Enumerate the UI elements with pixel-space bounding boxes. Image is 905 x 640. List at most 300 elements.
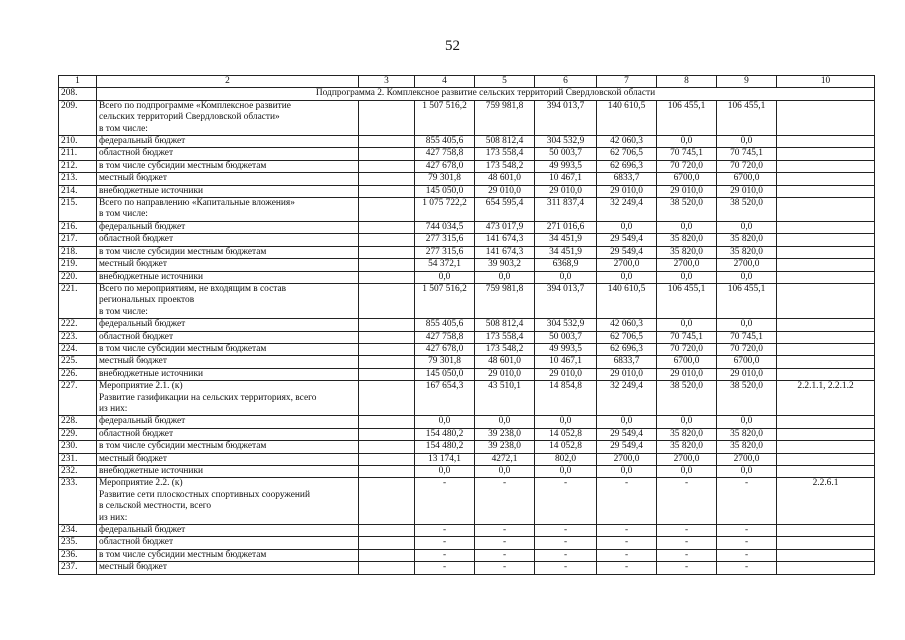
value-cell-c9: 35 820,0 (717, 246, 777, 258)
row-number: 225. (59, 356, 97, 368)
value-cell-c5: 39 238,0 (475, 428, 535, 440)
row-description (97, 368, 359, 380)
value-cell-c3 (359, 453, 415, 465)
value-cell-c8: 29 010,0 (657, 368, 717, 380)
table-row (59, 283, 875, 318)
value-cell-c9: 70 720,0 (717, 160, 777, 172)
row-number: 226. (59, 368, 97, 380)
row-number: 227. (59, 381, 97, 416)
row-description (97, 478, 359, 525)
table-row (59, 416, 875, 428)
row-number: 214. (59, 185, 97, 197)
value-cell-c8: 38 520,0 (657, 381, 717, 416)
value-cell-c3 (359, 319, 415, 331)
value-cell-c7: - (597, 562, 657, 574)
row-number: 228. (59, 416, 97, 428)
value-cell-c5: 39 903,2 (475, 259, 535, 271)
table-row (59, 173, 875, 185)
table-row (59, 100, 875, 135)
table-row (59, 246, 875, 258)
value-cell-c9: - (717, 478, 777, 525)
value-cell-c9: - (717, 537, 777, 549)
value-cell-c6: 304 532,9 (535, 136, 597, 148)
value-cell-c9: 38 520,0 (717, 198, 777, 222)
value-cell-c5: 0,0 (475, 271, 535, 283)
description-line: Развитие сети плоскостных спортивных сооружений (99, 489, 310, 500)
table-row (59, 271, 875, 283)
value-cell-c4: 79 301,8 (415, 173, 475, 185)
description-line: областной бюджет (99, 148, 174, 159)
value-cell-c3 (359, 234, 415, 246)
value-cell-c5: 473 017,9 (475, 221, 535, 233)
value-cell-c10 (777, 234, 875, 246)
description-line: областной бюджет (99, 537, 174, 548)
table-row (59, 259, 875, 271)
row-number: 231. (59, 453, 97, 465)
row-number: 237. (59, 562, 97, 574)
value-cell-c7: 6833,7 (597, 356, 657, 368)
table-row (59, 562, 875, 574)
table-row (59, 136, 875, 148)
row-description (97, 271, 359, 283)
value-cell-c8: 35 820,0 (657, 428, 717, 440)
value-cell-c9: - (717, 525, 777, 537)
value-cell-c9: 35 820,0 (717, 234, 777, 246)
value-cell-c8: 0,0 (657, 221, 717, 233)
value-cell-c10 (777, 441, 875, 453)
value-cell-c10 (777, 428, 875, 440)
value-cell-c7: - (597, 525, 657, 537)
table-row (59, 525, 875, 537)
value-cell-c5: 141 674,3 (475, 246, 535, 258)
value-cell-c4: 855 405,6 (415, 136, 475, 148)
row-description (97, 453, 359, 465)
value-cell-c3 (359, 343, 415, 355)
value-cell-c5: 39 238,0 (475, 441, 535, 453)
table-row (59, 148, 875, 160)
value-cell-c7: 42 060,3 (597, 136, 657, 148)
row-number: 219. (59, 259, 97, 271)
value-cell-c4: 167 654,3 (415, 381, 475, 416)
value-cell-c9: 0,0 (717, 271, 777, 283)
table-row (59, 221, 875, 233)
value-cell-c6: 6368,9 (535, 259, 597, 271)
value-cell-c5: - (475, 478, 535, 525)
value-cell-c4: 0,0 (415, 466, 475, 478)
value-cell-c7: - (597, 549, 657, 561)
description-line: федеральный бюджет (99, 319, 186, 330)
value-cell-c4: - (415, 562, 475, 574)
row-number: 216. (59, 221, 97, 233)
value-cell-c4: - (415, 525, 475, 537)
value-cell-c8: 2700,0 (657, 453, 717, 465)
row-description (97, 259, 359, 271)
row-number: 220. (59, 271, 97, 283)
value-cell-c4: 855 405,6 (415, 319, 475, 331)
table-row (59, 331, 875, 343)
value-cell-c7: 0,0 (597, 221, 657, 233)
value-cell-c3 (359, 562, 415, 574)
row-description (97, 234, 359, 246)
value-cell-c8: - (657, 478, 717, 525)
value-cell-c9: 106 455,1 (717, 100, 777, 135)
description-line: федеральный бюджет (99, 416, 186, 427)
value-cell-c10 (777, 246, 875, 258)
value-cell-c4: - (415, 537, 475, 549)
description-line: в том числе субсидии местным бюджетам (99, 160, 267, 171)
value-cell-c10 (777, 271, 875, 283)
row-description (97, 148, 359, 160)
description-line: региональных проектов (99, 295, 195, 306)
table-row (59, 537, 875, 549)
value-cell-c9: 0,0 (717, 221, 777, 233)
header-cell: 10 (777, 76, 875, 88)
header-cell: 6 (535, 76, 597, 88)
description-line: федеральный бюджет (99, 221, 186, 232)
row-description (97, 381, 359, 416)
value-cell-c6: - (535, 537, 597, 549)
value-cell-c10 (777, 259, 875, 271)
description-line: в том числе: (99, 306, 148, 317)
value-cell-c9: 0,0 (717, 319, 777, 331)
description-line: областной бюджет (99, 331, 174, 342)
value-cell-c3 (359, 478, 415, 525)
value-cell-c5: 48 601,0 (475, 173, 535, 185)
value-cell-c7: 2700,0 (597, 259, 657, 271)
value-cell-c6: 10 467,1 (535, 356, 597, 368)
value-cell-c9: 38 520,0 (717, 381, 777, 416)
value-cell-c6: 0,0 (535, 271, 597, 283)
value-cell-c8: 6700,0 (657, 356, 717, 368)
value-cell-c8: 70 720,0 (657, 160, 717, 172)
row-description (97, 100, 359, 135)
description-line: из них: (99, 403, 128, 414)
row-description (97, 173, 359, 185)
description-line: местный бюджет (99, 356, 167, 367)
value-cell-c10 (777, 148, 875, 160)
budget-table (58, 75, 875, 575)
value-cell-c8: 106 455,1 (657, 283, 717, 318)
value-cell-c5: 43 510,1 (475, 381, 535, 416)
row-number: 224. (59, 343, 97, 355)
value-cell-c3 (359, 100, 415, 135)
value-cell-c7: 29 549,4 (597, 234, 657, 246)
header-cell: 1 (59, 76, 97, 88)
row-description (97, 466, 359, 478)
page-number: 52 (445, 38, 460, 54)
value-cell-c8: 70 720,0 (657, 343, 717, 355)
table-row (59, 453, 875, 465)
row-description (97, 343, 359, 355)
value-cell-c10 (777, 416, 875, 428)
description-line: областной бюджет (99, 428, 174, 439)
value-cell-c10 (777, 136, 875, 148)
value-cell-c9: - (717, 549, 777, 561)
row-number: 210. (59, 136, 97, 148)
value-cell-c5: - (475, 525, 535, 537)
row-number: 230. (59, 441, 97, 453)
value-cell-c7: 0,0 (597, 416, 657, 428)
header-row (59, 76, 875, 88)
value-cell-c8: - (657, 549, 717, 561)
value-cell-c4: 13 174,1 (415, 453, 475, 465)
value-cell-c10 (777, 525, 875, 537)
value-cell-c7: 32 249,4 (597, 381, 657, 416)
table-row (59, 319, 875, 331)
table-row (59, 198, 875, 222)
value-cell-c8: 35 820,0 (657, 441, 717, 453)
row-description (97, 416, 359, 428)
value-cell-c10 (777, 221, 875, 233)
value-cell-c9: 0,0 (717, 136, 777, 148)
value-cell-c8: 0,0 (657, 271, 717, 283)
description-line: в том числе субсидии местным бюджетам (99, 246, 267, 257)
value-cell-c8: 0,0 (657, 466, 717, 478)
value-cell-c7: 2700,0 (597, 453, 657, 465)
value-cell-c7: 32 249,4 (597, 198, 657, 222)
value-cell-c6: 304 532,9 (535, 319, 597, 331)
value-cell-c6: - (535, 478, 597, 525)
value-cell-c6: 394 013,7 (535, 283, 597, 318)
value-cell-c3 (359, 271, 415, 283)
value-cell-c5: 173 558,4 (475, 331, 535, 343)
value-cell-c3 (359, 368, 415, 380)
row-number: 218. (59, 246, 97, 258)
description-line: из них: (99, 512, 128, 523)
value-cell-c7: - (597, 478, 657, 525)
row-number: 215. (59, 198, 97, 222)
value-cell-c4: - (415, 478, 475, 525)
row-description (97, 198, 359, 222)
value-cell-c4: 54 372,1 (415, 259, 475, 271)
subprogram-row (59, 88, 875, 100)
value-cell-c6: 29 010,0 (535, 368, 597, 380)
value-cell-c10 (777, 319, 875, 331)
value-cell-c4: 0,0 (415, 416, 475, 428)
value-cell-c7: 6833,7 (597, 173, 657, 185)
value-cell-c6: 49 993,5 (535, 343, 597, 355)
value-cell-c9: 2700,0 (717, 259, 777, 271)
value-cell-c3 (359, 525, 415, 537)
value-cell-c5: 759 981,8 (475, 100, 535, 135)
row-description (97, 283, 359, 318)
value-cell-c8: 29 010,0 (657, 185, 717, 197)
value-cell-c4: - (415, 549, 475, 561)
value-cell-c3 (359, 356, 415, 368)
value-cell-c5: 759 981,8 (475, 283, 535, 318)
value-cell-c10 (777, 198, 875, 222)
value-cell-c8: 0,0 (657, 319, 717, 331)
value-cell-c6: 271 016,6 (535, 221, 597, 233)
value-cell-c3 (359, 441, 415, 453)
row-description (97, 246, 359, 258)
description-line: в том числе: (99, 123, 148, 134)
table-row (59, 428, 875, 440)
value-cell-c6: - (535, 549, 597, 561)
value-cell-c7: 29 010,0 (597, 368, 657, 380)
value-cell-c4: 145 050,0 (415, 185, 475, 197)
value-cell-c4: 1 507 516,2 (415, 283, 475, 318)
value-cell-c6: - (535, 562, 597, 574)
value-cell-c9: 106 455,1 (717, 283, 777, 318)
value-cell-c8: 70 745,1 (657, 148, 717, 160)
row-description (97, 160, 359, 172)
value-cell-c10 (777, 160, 875, 172)
row-number: 212. (59, 160, 97, 172)
value-cell-c5: 508 812,4 (475, 319, 535, 331)
value-cell-c9: 0,0 (717, 416, 777, 428)
value-cell-c5: 654 595,4 (475, 198, 535, 222)
value-cell-c3 (359, 160, 415, 172)
value-cell-c8: - (657, 562, 717, 574)
value-cell-c6: 802,0 (535, 453, 597, 465)
row-number: 229. (59, 428, 97, 440)
description-line: федеральный бюджет (99, 136, 186, 147)
value-cell-c3 (359, 549, 415, 561)
value-cell-c4: 1 075 722,2 (415, 198, 475, 222)
row-description (97, 428, 359, 440)
value-cell-c7: 62 706,5 (597, 331, 657, 343)
row-description (97, 562, 359, 574)
value-cell-c4: 154 480,2 (415, 428, 475, 440)
description-line: Мероприятие 2.1. (к) (99, 381, 183, 392)
description-line: Всего по направлению «Капитальные вложения» (99, 198, 295, 209)
value-cell-c9: 35 820,0 (717, 441, 777, 453)
description-line: в том числе субсидии местным бюджетам (99, 441, 267, 452)
value-cell-c7: 62 696,3 (597, 160, 657, 172)
value-cell-c8: 70 745,1 (657, 331, 717, 343)
description-line: Всего по мероприятиям, не входящим в состав (99, 283, 287, 294)
value-cell-c5: - (475, 537, 535, 549)
value-cell-c7: 29 549,4 (597, 246, 657, 258)
row-description (97, 537, 359, 549)
value-cell-c6: 394 013,7 (535, 100, 597, 135)
value-cell-c9: - (717, 562, 777, 574)
description-line: внебюджетные источники (99, 185, 204, 196)
table-row (59, 185, 875, 197)
description-line: внебюджетные источники (99, 466, 204, 476)
description-line: местный бюджет (99, 173, 167, 184)
row-number: 208. (59, 88, 97, 100)
description-line: в сельской местности, всего (99, 501, 212, 512)
value-cell-c7: 0,0 (597, 466, 657, 478)
table-row (59, 466, 875, 478)
value-cell-c10 (777, 173, 875, 185)
value-cell-c8: 6700,0 (657, 173, 717, 185)
value-cell-c9: 70 745,1 (717, 148, 777, 160)
value-cell-c10 (777, 466, 875, 478)
row-number: 213. (59, 173, 97, 185)
description-line: в том числе субсидии местным бюджетам (99, 343, 267, 354)
value-cell-c5: 173 548,2 (475, 160, 535, 172)
value-cell-c8: 0,0 (657, 136, 717, 148)
description-line: внебюджетные источники (99, 368, 204, 379)
value-cell-c6: 14 854,8 (535, 381, 597, 416)
description-line: федеральный бюджет (99, 525, 186, 536)
value-cell-c9: 6700,0 (717, 173, 777, 185)
description-line: местный бюджет (99, 562, 167, 573)
value-cell-c9: 2700,0 (717, 453, 777, 465)
row-number: 236. (59, 549, 97, 561)
value-cell-c7: 42 060,3 (597, 319, 657, 331)
row-description (97, 221, 359, 233)
row-description (97, 331, 359, 343)
value-cell-c3 (359, 331, 415, 343)
description-line: в том числе: (99, 209, 148, 220)
value-cell-c10 (777, 185, 875, 197)
value-cell-c5: 141 674,3 (475, 234, 535, 246)
table-row (59, 234, 875, 246)
subprogram-title: Подпрограмма 2. Комплексное развитие сельских территорий Свердловской области (97, 88, 875, 100)
description-line: внебюджетные источники (99, 271, 204, 282)
row-description (97, 549, 359, 561)
value-cell-c4: 427 678,0 (415, 160, 475, 172)
row-description (97, 356, 359, 368)
value-cell-c9: 70 720,0 (717, 343, 777, 355)
value-cell-c6: 0,0 (535, 416, 597, 428)
description-line: в том числе субсидии местным бюджетам (99, 549, 267, 560)
value-cell-c7: 29 549,4 (597, 428, 657, 440)
value-cell-c4: 277 315,6 (415, 234, 475, 246)
header-cell: 5 (475, 76, 535, 88)
value-cell-c10 (777, 453, 875, 465)
value-cell-c5: 0,0 (475, 466, 535, 478)
value-cell-c3 (359, 259, 415, 271)
value-cell-c10 (777, 537, 875, 549)
value-cell-c5: 0,0 (475, 416, 535, 428)
value-cell-c6: 49 993,5 (535, 160, 597, 172)
value-cell-c10: 2.2.1.1, 2.2.1.2 (777, 381, 875, 416)
row-number: 235. (59, 537, 97, 549)
table-row (59, 441, 875, 453)
value-cell-c9: 35 820,0 (717, 428, 777, 440)
value-cell-c5: 29 010,0 (475, 185, 535, 197)
value-cell-c5: - (475, 562, 535, 574)
value-cell-c10 (777, 356, 875, 368)
value-cell-c3 (359, 466, 415, 478)
value-cell-c10 (777, 283, 875, 318)
table-row (59, 160, 875, 172)
description-line: сельских территорий Свердловской области» (99, 112, 280, 123)
header-cell: 2 (97, 76, 359, 88)
row-number: 233. (59, 478, 97, 525)
value-cell-c4: 0,0 (415, 271, 475, 283)
value-cell-c3 (359, 428, 415, 440)
value-cell-c6: 50 003,7 (535, 148, 597, 160)
value-cell-c4: 145 050,0 (415, 368, 475, 380)
value-cell-c5: 29 010,0 (475, 368, 535, 380)
value-cell-c3 (359, 221, 415, 233)
value-cell-c8: 35 820,0 (657, 234, 717, 246)
value-cell-c5: 48 601,0 (475, 356, 535, 368)
value-cell-c8: 0,0 (657, 416, 717, 428)
row-number: 223. (59, 331, 97, 343)
value-cell-c6: 311 837,4 (535, 198, 597, 222)
value-cell-c4: 744 034,5 (415, 221, 475, 233)
row-description (97, 319, 359, 331)
value-cell-c5: 173 558,4 (475, 148, 535, 160)
value-cell-c4: 427 758,8 (415, 331, 475, 343)
row-number: 222. (59, 319, 97, 331)
value-cell-c3 (359, 246, 415, 258)
value-cell-c3 (359, 198, 415, 222)
row-description (97, 525, 359, 537)
value-cell-c10 (777, 343, 875, 355)
value-cell-c10 (777, 100, 875, 135)
value-cell-c4: 427 758,8 (415, 148, 475, 160)
value-cell-c8: 38 520,0 (657, 198, 717, 222)
value-cell-c7: 62 696,3 (597, 343, 657, 355)
